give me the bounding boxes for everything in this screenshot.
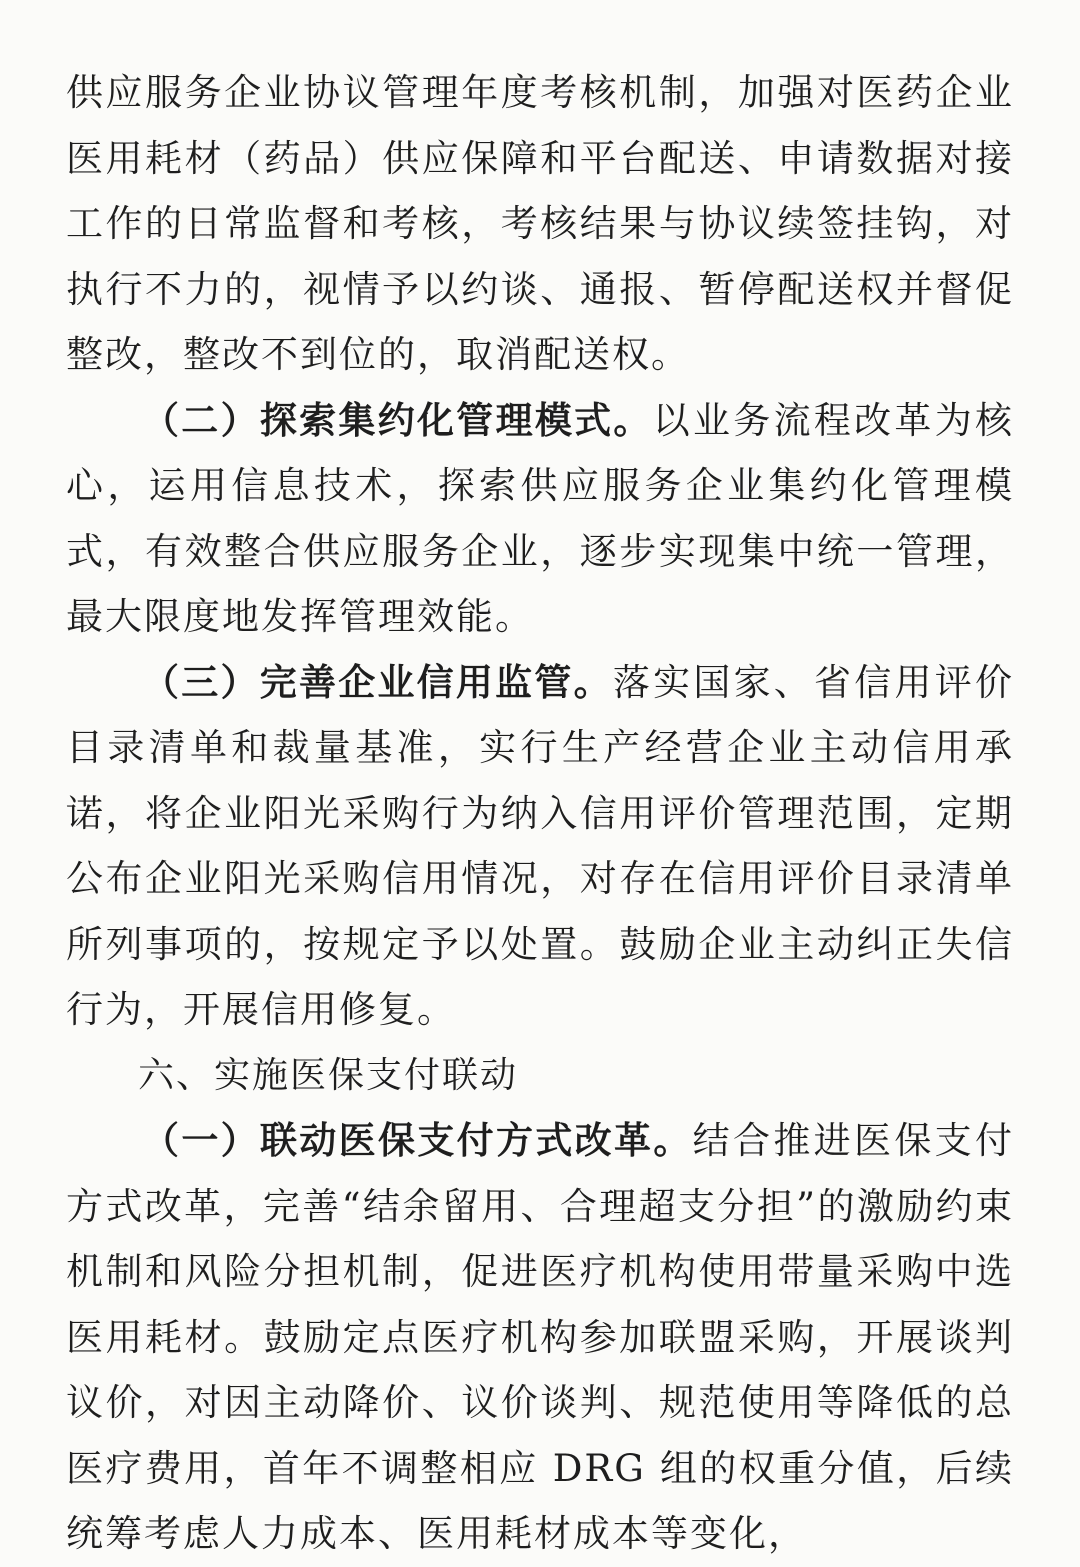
continuation-paragraph: 供应服务企业协议管理年度考核机制，加强对医药企业医用耗材（药品）供应保障和平台配送、申请数据对接工作的日常监督和考核，考核结果与协议续签挂钩，对执行不力的，视情予以约谈、通报、暂停配送权并督促整改，整改不到位的，取消配送权。	[66, 71, 1014, 376]
item-2-paragraph	[66, 388, 1014, 650]
item-3-paragraph	[66, 650, 1014, 1043]
item-6-1-paragraph	[66, 1108, 1014, 1567]
item-3-title: （三）完善企业信用监管。	[142, 660, 613, 704]
item-2-body: 以业务流程改革为核心，运用信息技术，探索供应服务企业集约化管理模式，有效整合供应服务企业，逐步实现集中统一管理，最大限度地发挥管理效能。	[66, 398, 1015, 638]
item-6-1-body: 结合推进医保支付方式改革，完善“结余留用、合理超支分担”的激励约束机制和风险分担机制，促进医疗机构使用带量采购中选医用耗材。鼓励定点医疗机构参加联盟采购，开展谈判议价，对因主动降价、议价谈判、规范使用等降低的总医疗费用，首年不调整相应 DRG 组的权重分值，后续统筹考虑人力成本、医用耗材成本等变化，	[66, 1119, 1015, 1555]
item-2-title: （二）探索集约化管理模式。	[142, 398, 653, 442]
section-6-heading: 六、实施医保支付联动	[138, 1054, 519, 1096]
item-6-1-title: （一）联动医保支付方式改革。	[142, 1119, 693, 1162]
item-3-body: 落实国家、省信用评价目录清单和裁量基准，实行生产经营企业主动信用承诺，将企业阳光采购行为纳入信用评价管理范围，定期公布企业阳光采购信用情况，对存在信用评价目录清单所列事项的，按规定予以处置。鼓励企业主动纠正失信行为，开展信用修复。	[66, 660, 1015, 1031]
